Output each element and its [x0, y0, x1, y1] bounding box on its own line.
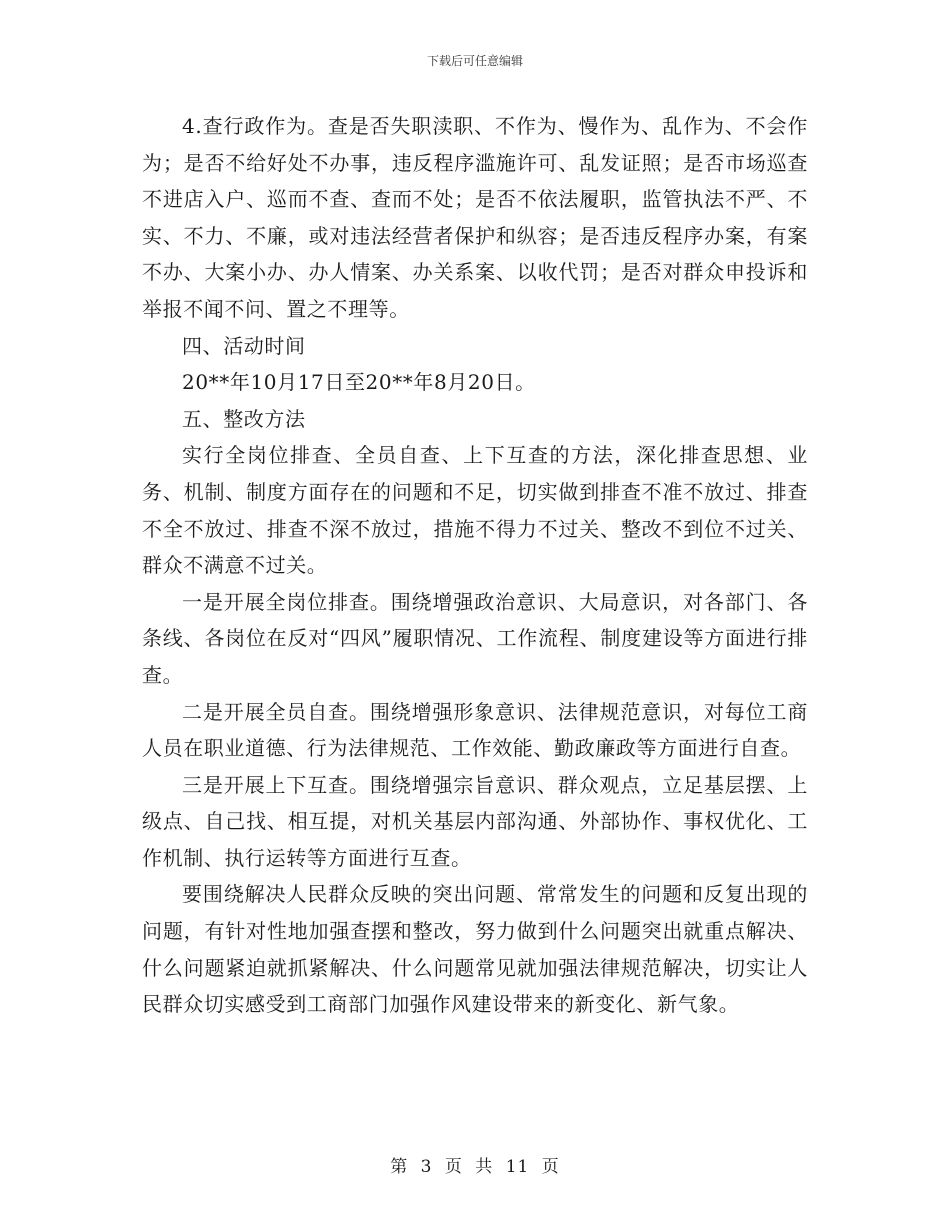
paragraph-method-overview: 实行全岗位排查、全员自查、上下互查的方法，深化排查思想、业务、机制、制度方面存在的问题和不足，切实做到排查不准不放过、排查不全不放过、排查不深不放过，措施不得力不过关、整改不到位不过关、群众不满意不过关。	[142, 443, 808, 578]
paragraph-problem-solving: 要围绕解决人民群众反映的突出问题、常常发生的问题和反复出现的问题，有针对性地加强查摆和整改，努力做到什么问题突出就重点解决、什么问题紧迫就抓紧解决、什么问题常见就加强法律规范解决，切实让人民群众切实感受到工商部门加强作风建设带来的新变化、新气象。	[142, 882, 808, 1017]
paragraph-activity-dates: 20**年10月17日至20**年8月20日。	[182, 370, 536, 395]
paragraph-self-inspection: 二是开展全员自查。围绕增强形象意识、法律规范意识，对每位工商人员在职业道德、行为法律规范、工作效能、勤政廉政等方面进行自查。	[142, 699, 808, 761]
document-body	[142, 108, 808, 1023]
section-heading-rectification-method: 五、整改方法	[182, 406, 306, 431]
paragraph-mutual-inspection: 三是开展上下互查。围绕增强宗旨意识、群众观点，立足基层摆、上级点、自己找、相互提，对机关基层内部沟通、外部协作、事权优化、工作机制、执行运转等方面进行互查。	[142, 772, 808, 870]
paragraph-post-inspection: 一是开展全岗位排查。围绕增强政治意识、大局意识，对各部门、各条线、各岗位在反对“四风”履职情况、工作流程、制度建设等方面进行排查。	[142, 589, 808, 687]
page-header: 下载后可任意编辑	[426, 54, 523, 68]
section-heading-activity-time: 四、活动时间	[182, 333, 306, 358]
paragraph-administrative-conduct: 4.查行政作为。查是否失职渎职、不作为、慢作为、乱作为、不会作为；是否不给好处不办事，违反程序滥施许可、乱发证照；是否市场巡查不进店入户、巡而不查、查而不处；是否不依法履职，监管执法不严、不实、不力、不廉，或对违法经营者保护和纵容；是否违反程序办案，有案不办、大案小办、办人情案、办关系案、以收代罚；是否对群众申投诉和举报不闻不问、置之不理等。	[142, 114, 808, 321]
page-number-footer: 第 3 页 共 11 页	[390, 1157, 560, 1177]
